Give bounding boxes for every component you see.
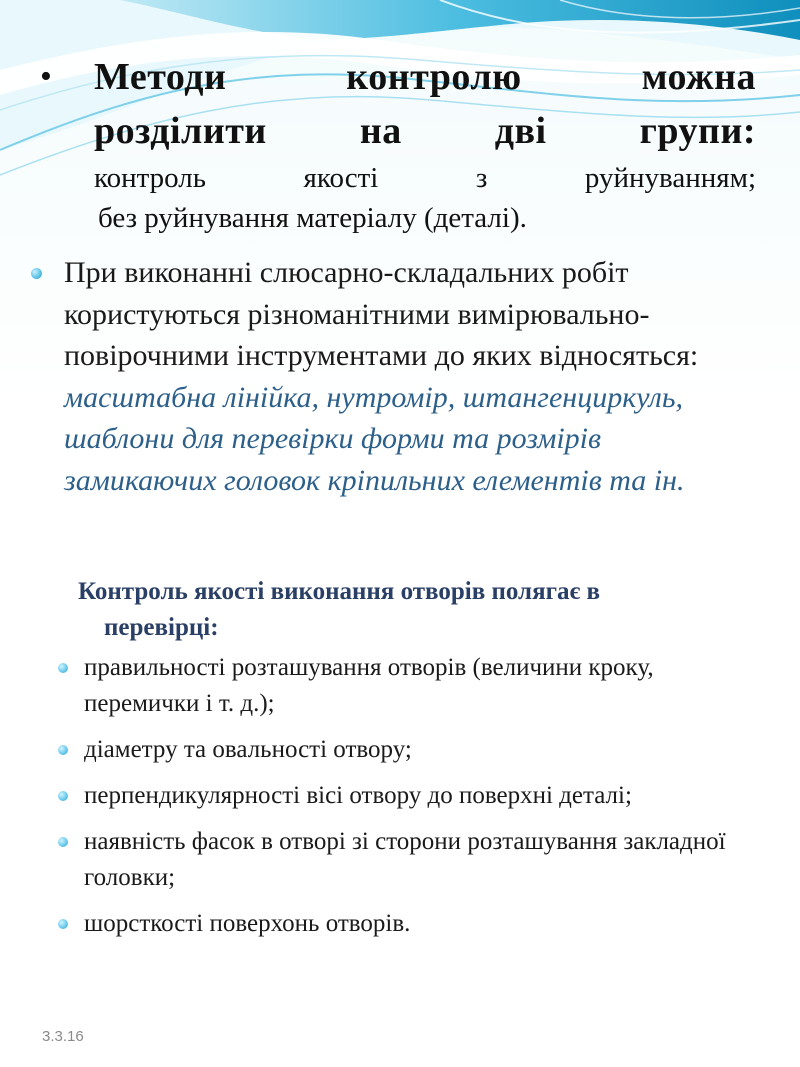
list-item: наявність фасок в отворі зі сторони розташування закладної головки; [58,824,758,896]
instruments-bullet [28,252,748,501]
list-item: правильності розташування отворів (величини кроку, перемички і т. д.); [58,650,758,722]
holes-checks-list [78,650,758,942]
bullet-dot-icon [58,778,84,814]
holes-control-section [78,574,758,952]
holes-heading-line-2: перевірці: [104,614,219,641]
bullet-dot-icon [58,824,84,896]
bullet-dot-icon [58,732,84,768]
methods-line-3: контроль якості з руйнуванням; [94,162,756,194]
bullet-icon: • [40,58,52,95]
methods-groups-bullet [40,50,756,238]
instruments-text: При виконанні слюсарно-складальних робіт користуються різноманітними вимірювально-повірочними інструментами до яких відносяться: [64,256,699,372]
bullet-dot-icon [58,650,84,722]
list-item: перпендикулярності вісі отвору до поверхні деталі; [58,778,758,814]
methods-line-4: без руйнування матеріалу (деталі). [98,202,527,234]
instruments-list-italic: масштабна лінійка, нутромір, штангенциркуль, шаблони для перевірки форми та розмірів замикаючих головок кріпильних елементів та ін. [64,380,685,497]
holes-heading-line-1: Контроль якості виконання отворів полягає в [78,578,600,605]
methods-line-2: розділити на дві групи: [94,110,756,152]
bullet-dot-icon [28,252,64,501]
bullet-dot-icon [58,906,84,942]
list-item: шорсткості поверхонь отворів. [58,906,758,942]
methods-line-1: Методи контролю можна [94,56,756,98]
slide-date: 3.3.16 [42,1028,84,1045]
list-item: діаметру та овальності отвору; [58,732,758,768]
